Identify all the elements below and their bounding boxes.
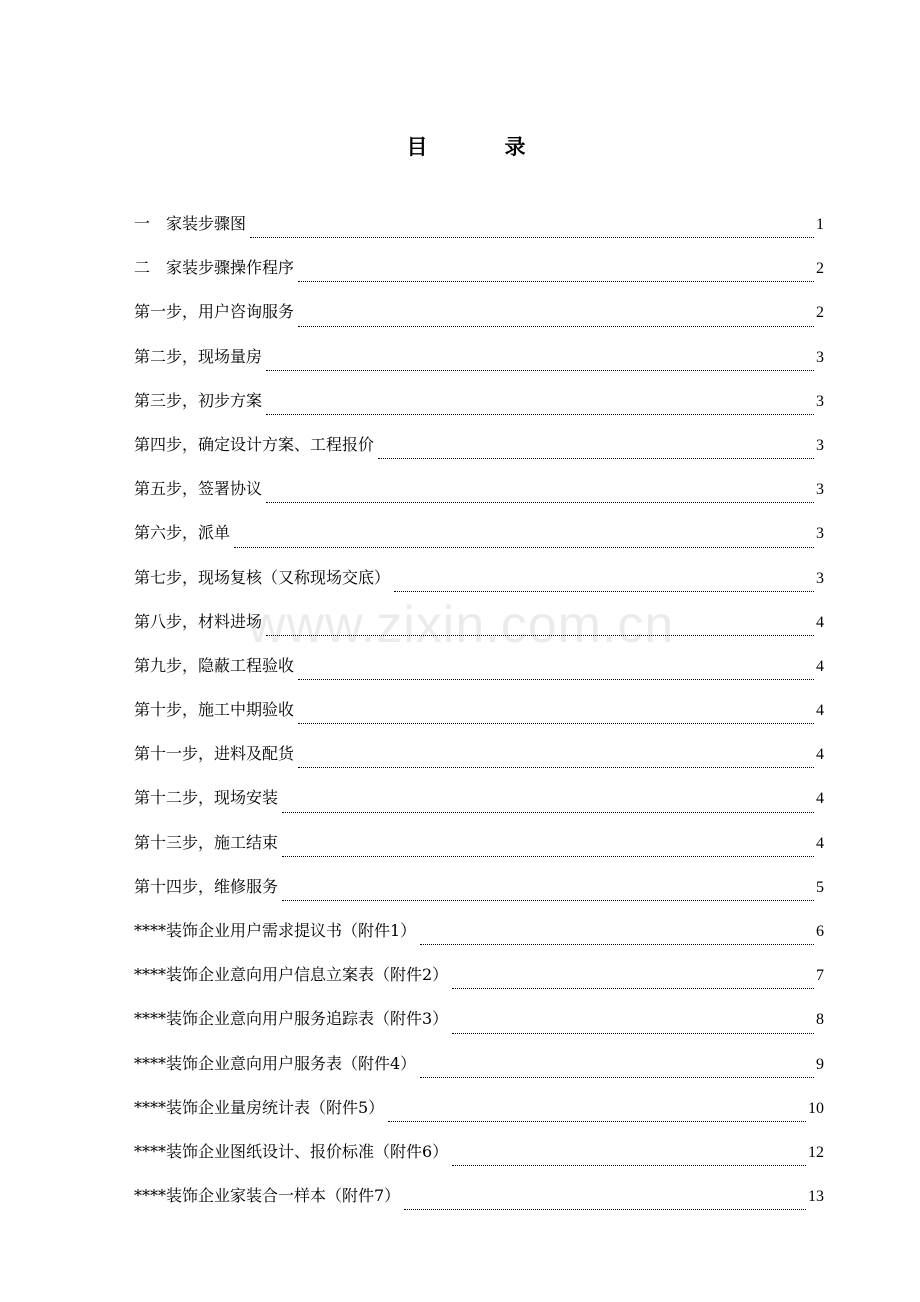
toc-entry-page-number: 2: [816, 260, 824, 278]
toc-leader-dots: [378, 457, 814, 459]
toc-entry-page-number: 7: [816, 967, 824, 985]
toc-leader-dots: [234, 546, 814, 548]
toc-entry-label: 第十二步，现场安装: [134, 788, 279, 808]
toc-entry-label: ****装饰企业家装合一样本（附件7）: [134, 1186, 401, 1206]
toc-entry[interactable]: [134, 297, 824, 341]
toc-entry[interactable]: [134, 739, 824, 783]
toc-entry[interactable]: [134, 828, 824, 872]
toc-entry-label: 第十四步，维修服务: [134, 876, 279, 896]
toc-leader-dots: [420, 943, 814, 945]
toc-entry-label: 二 家装步骤操作程序: [134, 258, 295, 278]
toc-entry-label: 第八步，材料进场: [134, 611, 263, 631]
toc-entry[interactable]: [134, 430, 824, 474]
toc-entry-page-number: 12: [808, 1143, 824, 1161]
toc-entry-page-number: 4: [816, 657, 824, 675]
toc-entry-label: 第七步，现场复核（又称现场交底）: [134, 567, 391, 587]
toc-leader-dots: [452, 987, 814, 989]
toc-entry[interactable]: [134, 474, 824, 518]
toc-entry[interactable]: [134, 783, 824, 827]
toc-leader-dots: [420, 1076, 814, 1078]
toc-entry-page-number: 5: [816, 878, 824, 896]
toc-leader-dots: [282, 899, 814, 901]
toc-entry-label: 第六步，派单: [134, 523, 231, 543]
toc-entry-page-number: 9: [816, 1055, 824, 1073]
toc-entry[interactable]: [134, 607, 824, 651]
toc-entry[interactable]: [134, 1181, 824, 1225]
toc-entry-label: 第十三步，施工结束: [134, 832, 279, 852]
toc-entry-label: 第二步，现场量房: [134, 346, 263, 366]
toc-entry-page-number: 2: [816, 304, 824, 322]
toc-leader-dots: [394, 590, 814, 592]
toc-entry-page-number: 4: [816, 702, 824, 720]
toc-leader-dots: [266, 413, 814, 415]
toc-entry-page-number: 4: [816, 790, 824, 808]
toc-entry-page-number: 3: [816, 569, 824, 587]
toc-entry-page-number: 3: [816, 348, 824, 366]
toc-entry-label: 第四步，确定设计方案、工程报价: [134, 434, 375, 454]
toc-entry[interactable]: [134, 960, 824, 1004]
toc-entry-label: 第九步，隐蔽工程验收: [134, 655, 295, 675]
toc-entry[interactable]: [134, 518, 824, 562]
toc-entry-label: 第十步，施工中期验收: [134, 700, 295, 720]
toc-entry-label: ****装饰企业用户需求提议书（附件1）: [134, 921, 417, 940]
toc-leader-dots: [298, 722, 814, 724]
toc-entry-page-number: 13: [808, 1188, 824, 1206]
toc-entry[interactable]: [134, 1049, 824, 1093]
toc-entry-label: 第三步，初步方案: [134, 390, 263, 410]
toc-entry-label: ****装饰企业量房统计表（附件5）: [134, 1097, 385, 1117]
toc-leader-dots: [452, 1164, 806, 1166]
toc-leader-dots: [282, 811, 814, 813]
table-of-contents: [134, 209, 824, 1225]
toc-entry-page-number: 8: [816, 1011, 824, 1029]
toc-entry[interactable]: [134, 1137, 824, 1181]
toc-entry[interactable]: [134, 872, 824, 916]
toc-leader-dots: [282, 855, 814, 857]
toc-entry[interactable]: [134, 695, 824, 739]
toc-entry[interactable]: [134, 253, 824, 297]
watermark: www.zixin.com.cn: [248, 596, 675, 654]
toc-entry-page-number: 3: [816, 392, 824, 410]
toc-entry-label: 第五步，签署协议: [134, 479, 263, 499]
toc-leader-dots: [250, 236, 814, 238]
page-title: 目 录: [406, 134, 554, 159]
toc-entry[interactable]: [134, 342, 824, 386]
toc-entry[interactable]: [134, 1004, 824, 1048]
toc-entry[interactable]: [134, 209, 824, 253]
toc-entry-page-number: 4: [816, 834, 824, 852]
toc-entry-page-number: 4: [816, 613, 824, 631]
toc-entry-page-number: 10: [808, 1099, 824, 1117]
toc-leader-dots: [266, 369, 814, 371]
toc-entry-label: ****装饰企业图纸设计、报价标准（附件6）: [134, 1141, 449, 1161]
toc-leader-dots: [266, 501, 814, 503]
toc-entry[interactable]: [134, 651, 824, 695]
toc-entry-label: 第一步，用户咨询服务: [134, 302, 295, 322]
toc-leader-dots: [298, 325, 814, 327]
toc-entry-label: ****装饰企业意向用户信息立案表（附件2）: [134, 965, 449, 985]
toc-entry-label: 一 家装步骤图: [134, 214, 247, 233]
toc-entry-label: ****装饰企业意向用户服务表（附件4）: [134, 1053, 417, 1073]
toc-entry[interactable]: [134, 1093, 824, 1137]
toc-entry-label: ****装饰企业意向用户服务追踪表（附件3）: [134, 1009, 449, 1029]
toc-leader-dots: [404, 1208, 806, 1210]
toc-leader-dots: [266, 634, 814, 636]
toc-entry-page-number: 6: [816, 923, 824, 940]
toc-entry-page-number: 4: [816, 746, 824, 764]
toc-leader-dots: [452, 1032, 814, 1034]
toc-leader-dots: [388, 1120, 806, 1122]
toc-leader-dots: [298, 678, 814, 680]
toc-leader-dots: [298, 766, 814, 768]
toc-entry-page-number: 3: [816, 436, 824, 454]
toc-entry[interactable]: [134, 916, 824, 960]
toc-entry-page-number: 3: [816, 481, 824, 499]
toc-entry-page-number: 3: [816, 525, 824, 543]
toc-entry[interactable]: [134, 563, 824, 607]
toc-entry[interactable]: [134, 386, 824, 430]
toc-entry-page-number: 1: [816, 216, 824, 233]
toc-entry-label: 第十一步，进料及配货: [134, 744, 295, 764]
toc-leader-dots: [298, 280, 814, 282]
